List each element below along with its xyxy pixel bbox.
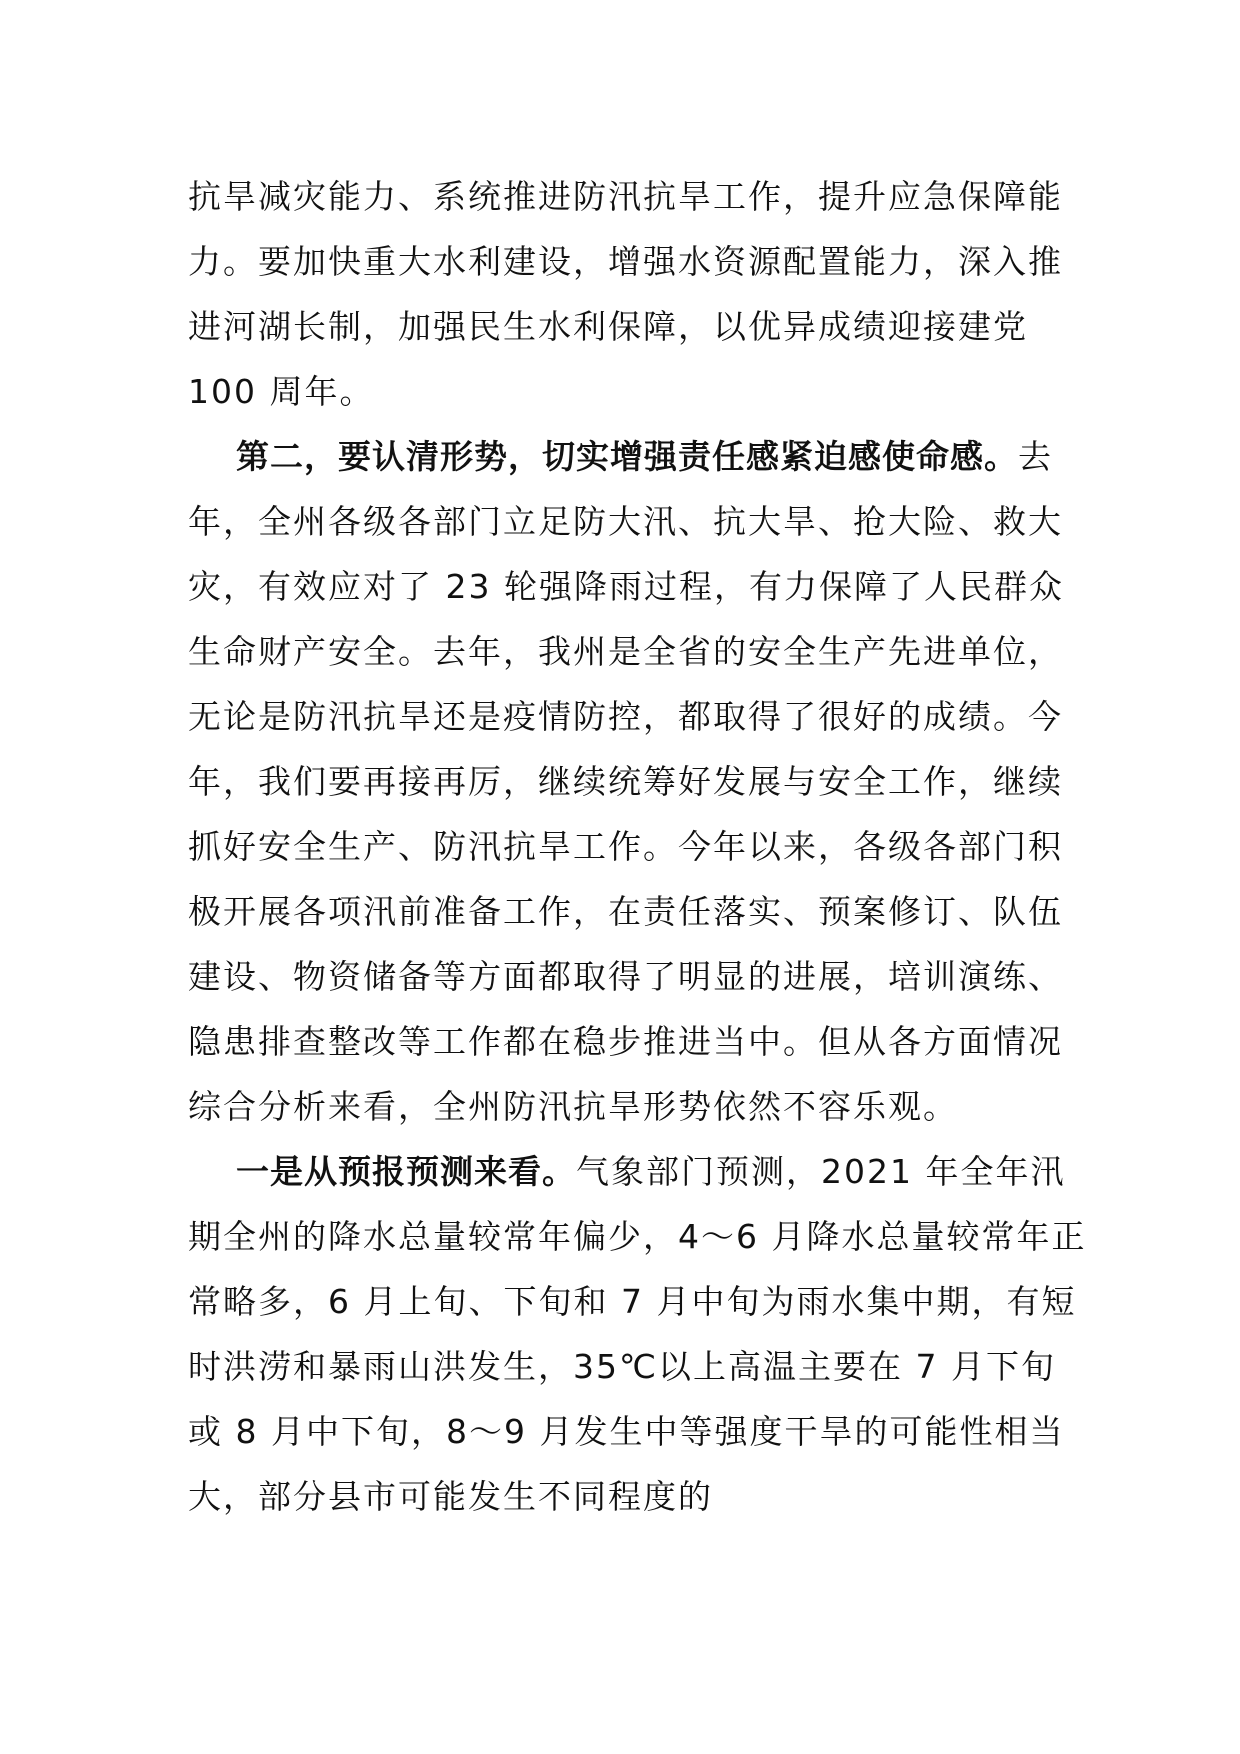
paragraph-continued — [188, 164, 1088, 424]
paragraph-heading: 一是从预报预测来看。 — [236, 1152, 576, 1191]
paragraph-text: 去年，全州各级各部门立足防大汛、抗大旱、抢大险、救大灾，有效应对了 23 轮强降雨过程，有力保障了人民群众生命财产安全。去年，我州是全省的安全生产先进单位，无论是防汛抗旱还是疫情防控，都取得了很好的成绩。今年，我们要再接再厉，继续统筹好发展与安全工作，继续抓好安全生产、防汛抗旱工作。今年以来，各级各部门积极开展各项汛前准备工作，在责任落实、预案修订、队伍建设、物资储备等方面都取得了明显的进展，培训演练、隐患排查整改等工作都在稳步推进当中。但从各方面情况综合分析来看，全州防汛抗旱形势依然不容乐观。 — [188, 437, 1064, 1126]
paragraph-text: 抗旱减灾能力、系统推进防汛抗旱工作，提升应急保障能力。要加快重大水利建设，增强水资源配置能力，深入推进河湖长制，加强民生水利保障，以优异成绩迎接建党 100 周年。 — [188, 177, 1063, 411]
document-body — [188, 164, 1088, 1529]
paragraph-second-point — [188, 424, 1088, 1139]
paragraph-heading: 第二，要认清形势，切实增强责任感紧迫感使命感。 — [236, 437, 1018, 476]
paragraph-forecast — [188, 1139, 1088, 1529]
paragraph-text: 气象部门预测，2021 年全年汛期全州的降水总量较常年偏少，4～6 月降水总量较常年正常略多，6 月上旬、下旬和 7 月中旬为雨水集中期，有短时洪涝和暴雨山洪发生，35℃以上高温主要在 7 月下旬或 8 月中下旬，8～9 月发生中等强度干旱的可能性相当大，部分县市可能发生不同程度的 — [188, 1152, 1087, 1516]
